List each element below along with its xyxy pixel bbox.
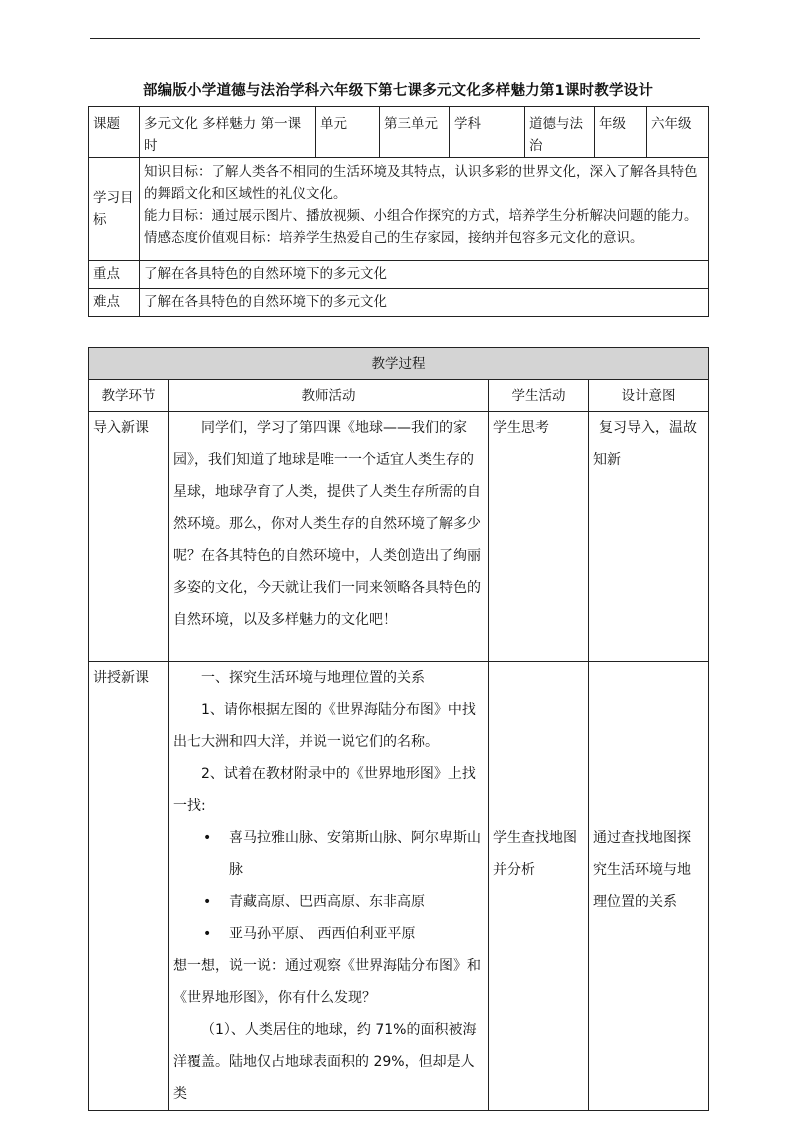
intro-teacher-text: 同学们，学习了第四课《地球——我们的家园》，我们知道了地球是唯一一个适宜人类生存的星球，地球孕育了人类，提供了人类生存所需的自然环境。那么，你对人类生存的自然环境了解多少呢？在各其特色的自然环境中，人类创造出了绚丽多姿的文化，今天就让我们一同来领略各具特色的自然环境，以及多样魅力的文化吧！ — [173, 420, 481, 628]
lesson-question-2: 2、试着在教材附录中的《世界地形图》上找一找: — [173, 766, 476, 814]
lesson-student-activity: 学生查找地图并分析 — [489, 662, 589, 1111]
lesson-question-1: 1、请你根据左图的《世界海陆分布图》中找出七大洲和四大洋，并说一说它们的名称。 — [173, 702, 476, 750]
key-value: 了解在各具特色的自然环境下的多元文化 — [140, 261, 709, 289]
goals-label: 学习目标 — [89, 158, 140, 261]
document-title: 部编版小学道德与法治学科六年级下第七课多元文化多样魅力第1课时教学设计 — [142, 83, 654, 99]
lesson-design-intent: 通过查找地图探究生活环境与地理位置的关系 — [589, 662, 709, 1111]
lesson-heading: 一、探究生活环境与地理位置的关系 — [201, 670, 425, 686]
grade-label: 年级 — [595, 107, 647, 158]
goals-content — [140, 158, 709, 261]
difficulty-value: 了解在各具特色的自然环境下的多元文化 — [140, 289, 709, 317]
info-table — [88, 106, 709, 317]
header-teacher: 教师活动 — [169, 380, 489, 412]
goal-attitude: 情感态度价值观目标：培养学生热爱自己的生存家园，接纳并包容多元文化的意识。 — [144, 230, 644, 246]
difficulty-label: 难点 — [89, 289, 140, 317]
goal-ability: 能力目标：通过展示图片、播放视频、小组合作探究的方式，培养学生分析解决问题的能力。 — [144, 208, 698, 224]
subject-value: 道德与法治 — [525, 107, 595, 158]
header-student: 学生活动 — [489, 380, 589, 412]
topic-value: 多元文化 多样魅力 第一课时 — [140, 107, 316, 158]
lesson-point-1: （1）、人类居住的地球，约 71%的面积被海洋覆盖。陆地仅占地球表面积的 29%，但却是人类 — [173, 1022, 477, 1102]
intro-student-activity: 学生思考 — [489, 412, 589, 662]
process-table — [88, 347, 709, 1111]
header-intent: 设计意图 — [589, 380, 709, 412]
header-rule — [90, 38, 700, 39]
bullet-plateaus: • 青藏高原、巴西高原、东非高原 — [173, 886, 484, 918]
process-section-title: 教学过程 — [89, 348, 709, 380]
intro-stage: 导入新课 — [89, 412, 169, 662]
unit-label: 单元 — [316, 107, 380, 158]
bullet-plains: • 亚马孙平原、 西西伯利亚平原 — [173, 918, 484, 950]
intro-design-intent: 复习导入，温故知新 — [589, 412, 709, 662]
unit-value: 第三单元 — [380, 107, 450, 158]
lesson-think-prompt: 想一想，说一说：通过观察《世界海陆分布图》和《世界地形图》，你有什么发现？ — [173, 958, 481, 1006]
goal-knowledge: 知识目标：了解人类各不相同的生活环境及其特点，认识多彩的世界文化，深入了解各具特色的舞蹈文化和区域性的礼仪文化。 — [144, 164, 698, 202]
grade-value: 六年级 — [647, 107, 709, 158]
key-label: 重点 — [89, 261, 140, 289]
topic-label: 课题 — [89, 107, 140, 158]
header-stage: 教学环节 — [89, 380, 169, 412]
lesson-stage: 讲授新课 — [89, 662, 169, 1111]
subject-label: 学科 — [450, 107, 525, 158]
lesson-teacher-activity — [169, 662, 489, 1111]
intro-teacher-activity — [169, 412, 489, 662]
bullet-mountains: • 喜马拉雅山脉、安第斯山脉、阿尔卑斯山脉 — [173, 822, 484, 886]
